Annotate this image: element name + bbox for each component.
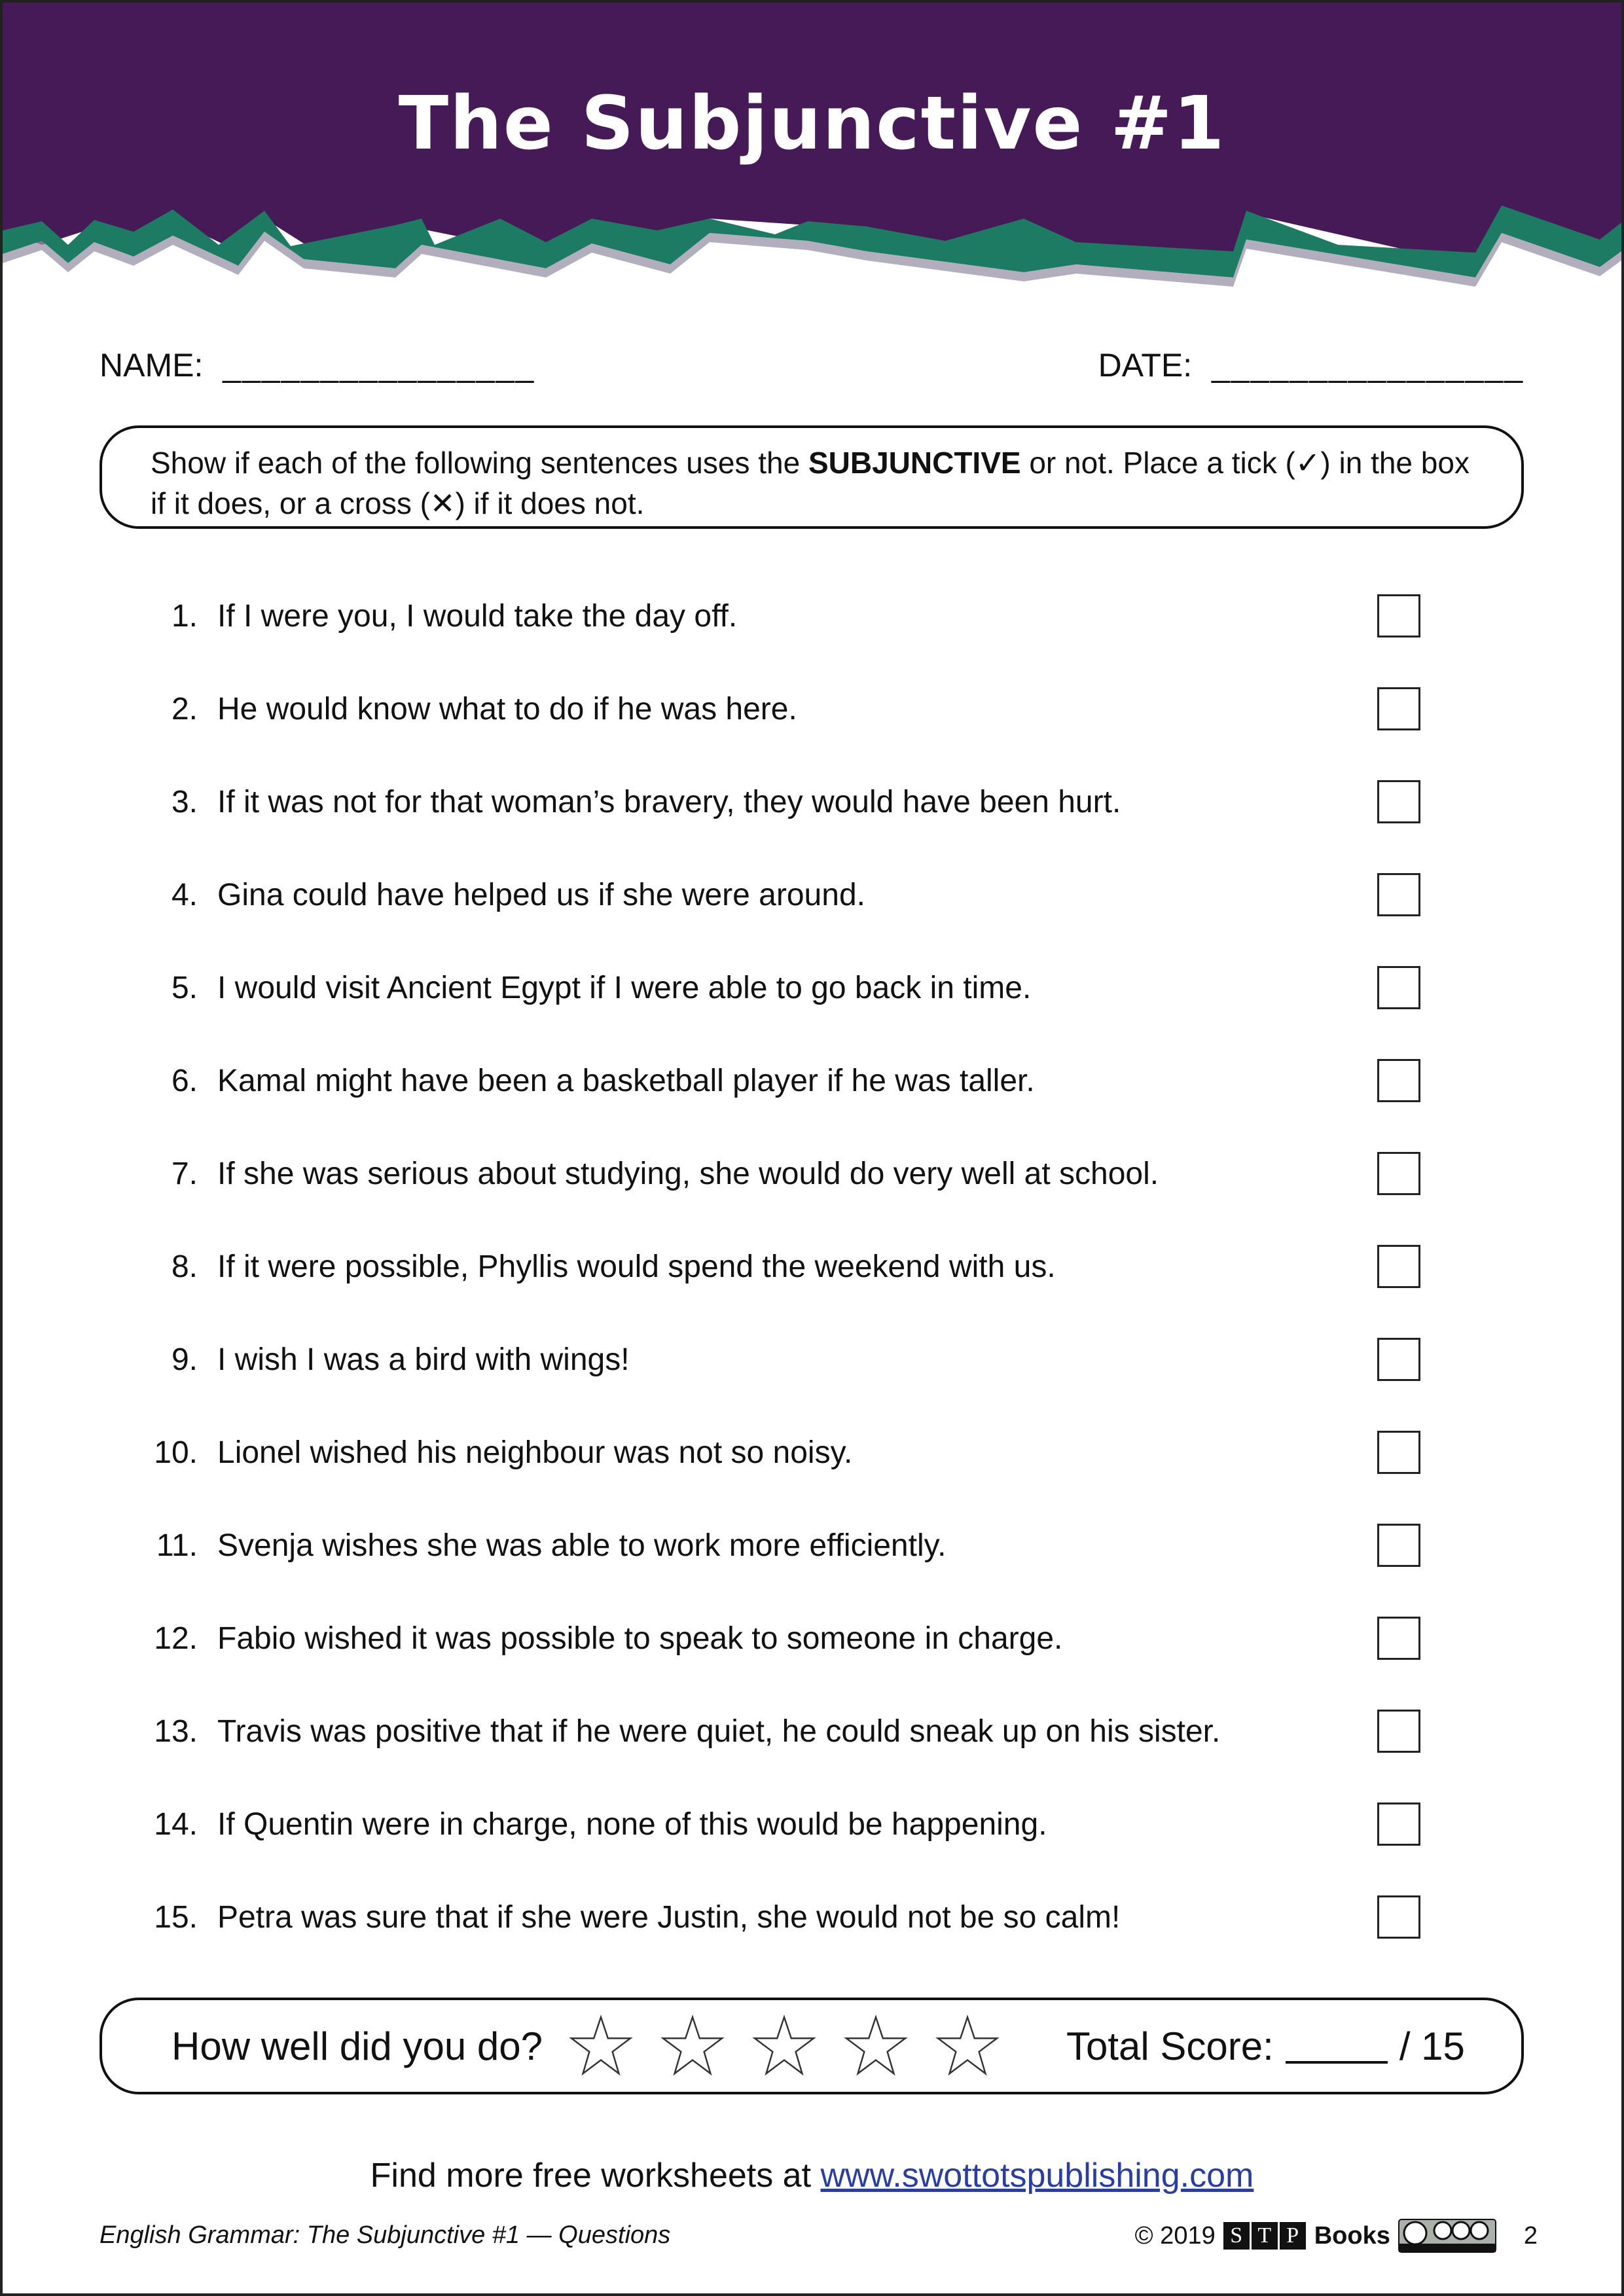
question-number: 5. xyxy=(171,970,198,1005)
name-date-row xyxy=(99,346,1524,384)
question-item-11 xyxy=(134,1522,1443,1569)
name-line: ________________ xyxy=(223,347,535,384)
question-text: Svenja wishes she was able to work more efficiently. xyxy=(217,1528,947,1563)
answer-checkbox-12[interactable] xyxy=(1377,1617,1420,1660)
question-item-4 xyxy=(134,871,1443,918)
question-number: 3. xyxy=(171,784,198,819)
question-text: If Quentin were in charge, none of this would be happening. xyxy=(217,1806,1047,1842)
star-icon[interactable] xyxy=(935,2014,1000,2078)
question-number: 11. xyxy=(156,1528,198,1563)
question-number: 9. xyxy=(171,1342,198,1377)
website-link[interactable]: www.swottotspublishing.com xyxy=(820,2157,1254,2195)
question-item-1 xyxy=(134,592,1443,639)
question-text: If it were possible, Phyllis would spend the weekend with us. xyxy=(217,1249,1056,1284)
date-line: ________________ xyxy=(1212,347,1524,384)
question-text: If it was not for that woman’s bravery, they would have been hurt. xyxy=(217,784,1121,819)
question-number: 12. xyxy=(154,1621,198,1656)
question-number: 6. xyxy=(171,1063,198,1098)
answer-checkbox-10[interactable] xyxy=(1377,1431,1420,1474)
question-number: 4. xyxy=(171,877,198,912)
worksheet-title: The Subjunctive #1 xyxy=(398,81,1226,166)
question-item-13 xyxy=(134,1708,1443,1755)
score-out-of: / 15 xyxy=(1399,2024,1465,2068)
answer-checkbox-13[interactable] xyxy=(1377,1710,1420,1753)
header-banner xyxy=(3,3,1621,291)
question-item-14 xyxy=(134,1801,1443,1848)
question-number: 13. xyxy=(154,1713,198,1749)
question-text: Fabio wished it was possible to speak to someone in charge. xyxy=(217,1621,1063,1656)
star-icon[interactable] xyxy=(569,2014,633,2078)
stp-logo xyxy=(1223,2222,1308,2250)
question-number: 14. xyxy=(154,1806,198,1842)
question-text: Travis was positive that if he were quiet, he could sneak up on his sister. xyxy=(217,1713,1221,1749)
answer-checkbox-8[interactable] xyxy=(1377,1245,1420,1288)
question-number: 8. xyxy=(171,1249,198,1284)
question-item-10 xyxy=(134,1429,1443,1476)
instructions-text-1: Show if each of the following sentences uses the xyxy=(151,446,808,480)
footer-title: English Grammar: The Subjunctive #1 — Questions xyxy=(99,2221,671,2249)
books-label: Books xyxy=(1314,2221,1390,2250)
answer-checkbox-5[interactable] xyxy=(1377,966,1420,1009)
star-icon[interactable] xyxy=(752,2014,816,2078)
question-item-9 xyxy=(134,1336,1443,1383)
question-text: I would visit Ancient Egypt if I were able to go back in time. xyxy=(217,970,1032,1005)
answer-checkbox-3[interactable] xyxy=(1377,780,1420,823)
question-number: 7. xyxy=(171,1156,198,1191)
stp-letter: P xyxy=(1280,2222,1306,2250)
question-item-5 xyxy=(134,964,1443,1011)
question-number: 15. xyxy=(154,1899,198,1935)
instructions-bold: SUBJUNCTIVE xyxy=(808,446,1021,480)
date-field[interactable] xyxy=(1098,346,1524,384)
answer-checkbox-4[interactable] xyxy=(1377,873,1420,916)
answer-checkbox-11[interactable] xyxy=(1377,1524,1420,1567)
footer-right xyxy=(1135,2219,1538,2253)
score-box xyxy=(99,1998,1524,2094)
answer-checkbox-1[interactable] xyxy=(1377,594,1420,637)
question-text: Petra was sure that if she were Justin, she would not be so calm! xyxy=(217,1899,1121,1935)
question-text: Kamal might have been a basketball player if he was taller. xyxy=(217,1063,1035,1098)
creative-commons-icon xyxy=(1398,2219,1496,2253)
more-text: Find more free worksheets at xyxy=(370,2157,821,2195)
answer-checkbox-7[interactable] xyxy=(1377,1152,1420,1195)
question-text: Lionel wished his neighbour was not so noisy. xyxy=(217,1435,853,1470)
answer-checkbox-9[interactable] xyxy=(1377,1338,1420,1381)
question-number: 10. xyxy=(154,1435,198,1470)
total-score-label: Total Score: xyxy=(1066,2024,1274,2068)
question-item-3 xyxy=(134,778,1443,825)
star-rating xyxy=(569,2014,1027,2078)
question-item-7 xyxy=(134,1150,1443,1197)
more-worksheets xyxy=(3,2156,1621,2195)
question-text: Gina could have helped us if she were around. xyxy=(217,877,865,912)
question-item-12 xyxy=(134,1615,1443,1662)
question-text: If she was serious about studying, she would do very well at school. xyxy=(217,1156,1159,1191)
answer-checkbox-15[interactable] xyxy=(1377,1895,1420,1939)
question-text: He would know what to do if he was here. xyxy=(217,691,797,726)
score-prompt: How well did you do? xyxy=(171,2024,543,2068)
question-item-8 xyxy=(134,1243,1443,1290)
question-text: I wish I was a bird with wings! xyxy=(217,1342,630,1377)
copyright-text: © 2019 xyxy=(1134,2221,1216,2250)
stp-letter: S xyxy=(1223,2222,1250,2250)
question-text: If I were you, I would take the day off. xyxy=(217,598,738,634)
name-label: NAME: xyxy=(99,347,204,384)
stp-letter: T xyxy=(1252,2222,1278,2250)
instructions-text-2: or not. Place a tick (✓) in the box if it does, or a cross (✕) if it does not. xyxy=(151,446,1470,520)
question-item-2 xyxy=(134,685,1443,732)
answer-checkbox-6[interactable] xyxy=(1377,1059,1420,1102)
answer-checkbox-14[interactable] xyxy=(1377,1803,1420,1846)
score-blank[interactable] xyxy=(1286,2028,1388,2064)
question-item-15 xyxy=(134,1893,1443,1941)
name-field[interactable] xyxy=(99,346,535,384)
star-icon[interactable] xyxy=(844,2014,908,2078)
answer-checkbox-2[interactable] xyxy=(1377,687,1420,730)
date-label: DATE: xyxy=(1098,347,1193,384)
question-number: 1. xyxy=(171,598,198,634)
footer-page-number: 2 xyxy=(1523,2221,1538,2250)
instructions-box xyxy=(99,425,1524,529)
star-icon[interactable] xyxy=(660,2014,725,2078)
question-number: 2. xyxy=(171,691,198,726)
question-item-6 xyxy=(134,1057,1443,1104)
